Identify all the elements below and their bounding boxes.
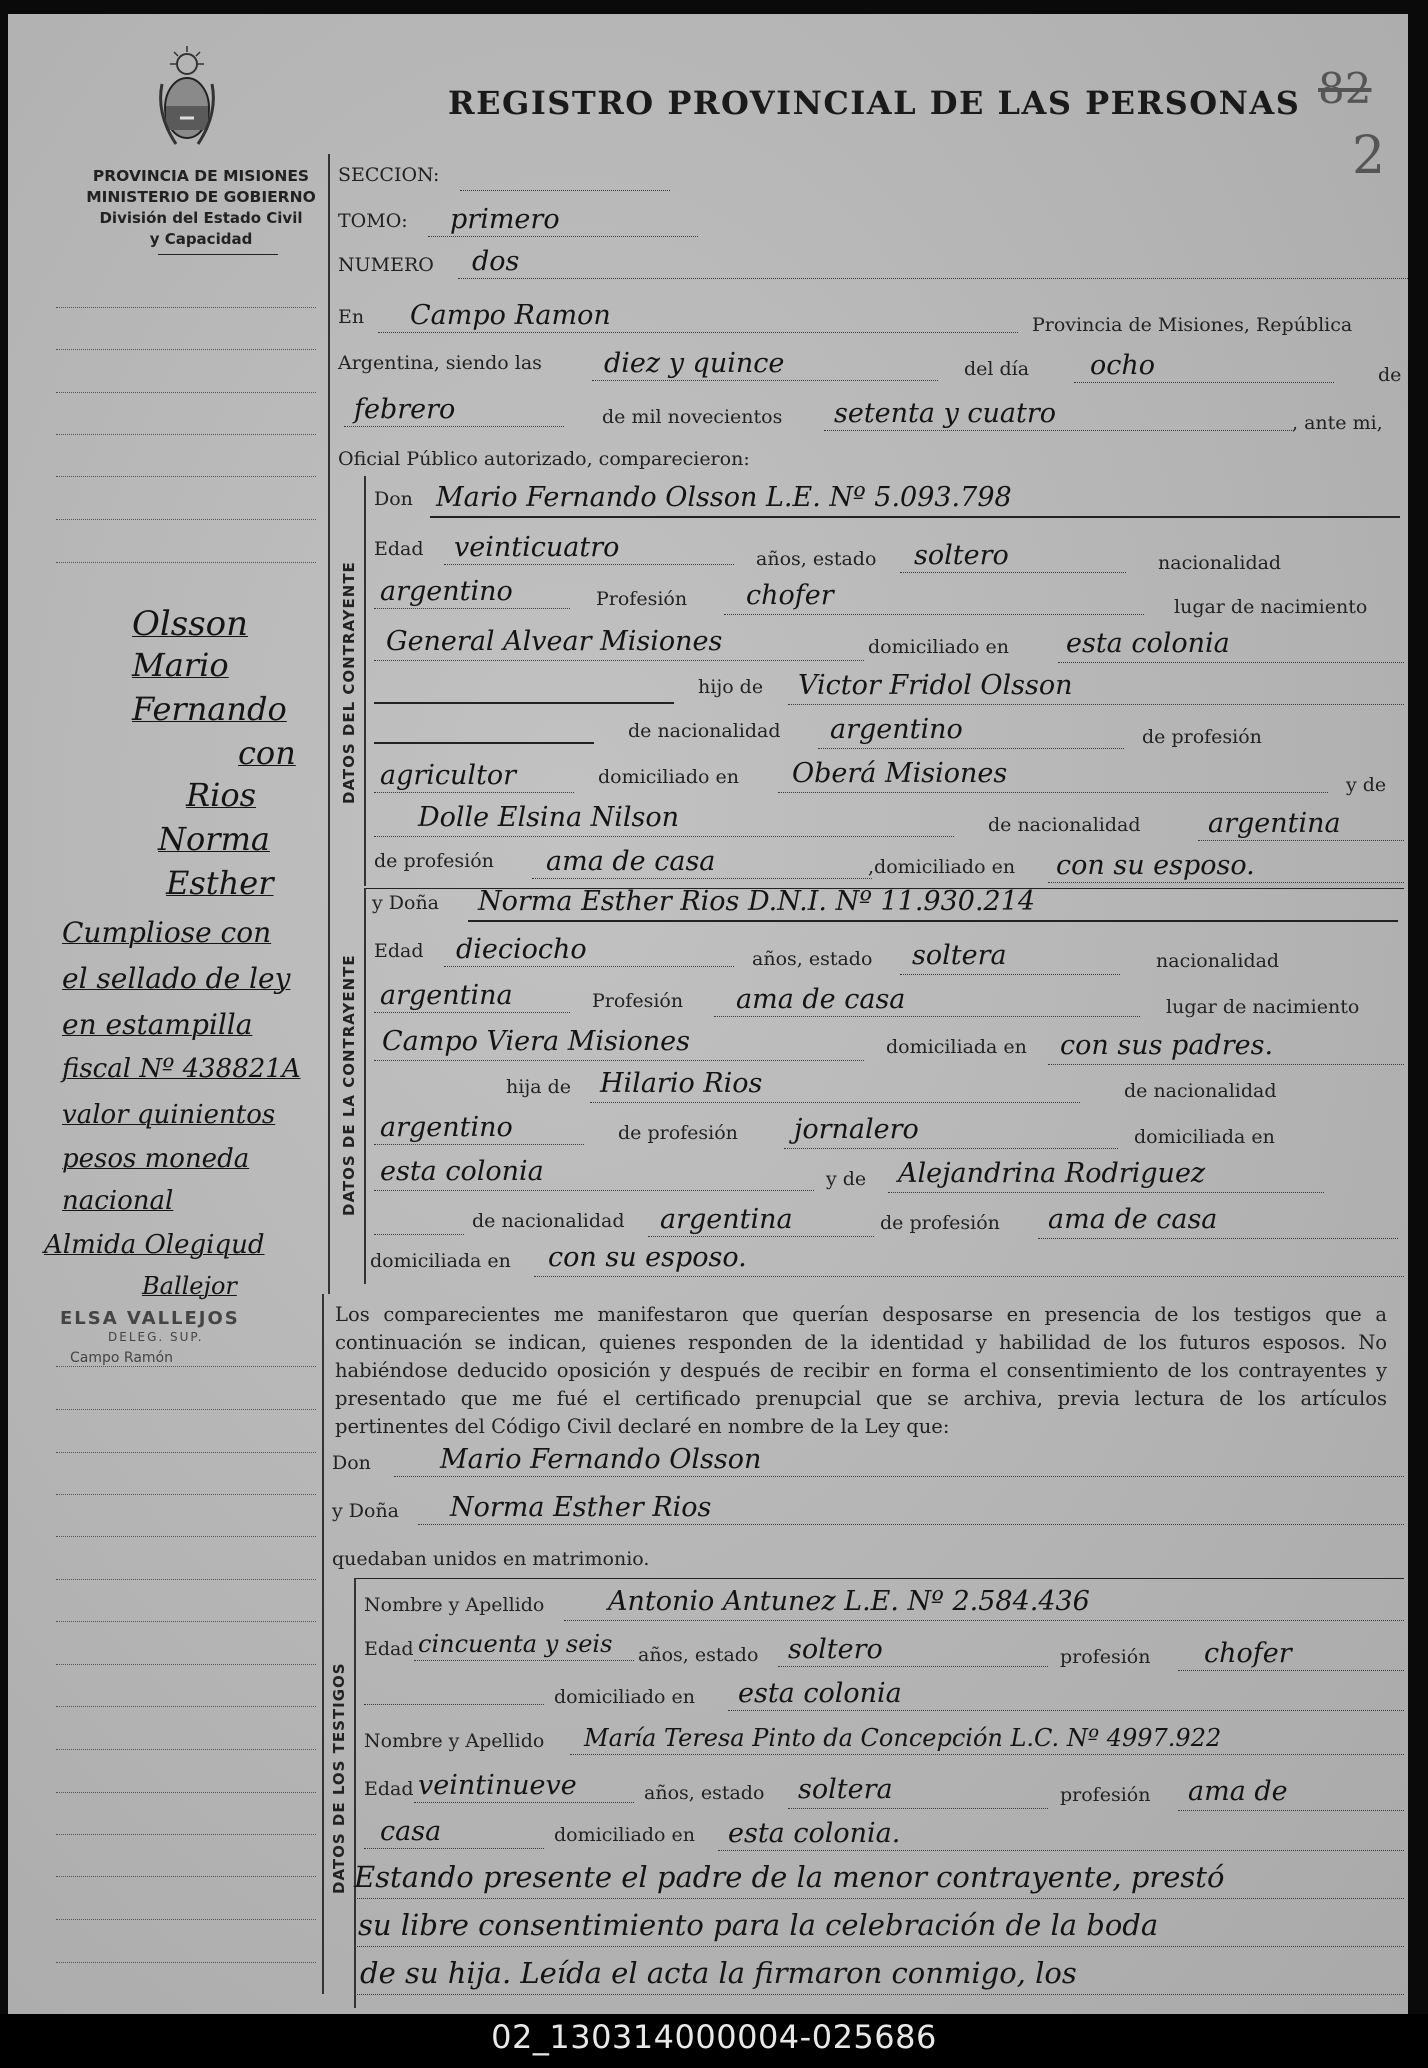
w1-estado-field — [778, 1666, 1048, 1667]
groom-mother-profession-field — [532, 878, 872, 879]
groom-mother-domicile: con su esposo. — [1056, 850, 1255, 881]
place-field — [378, 332, 1018, 333]
bride-age: dieciocho — [456, 934, 587, 965]
witness-side-label: DATOS DE LOS TESTIGOS — [330, 1662, 348, 1894]
groom-birthplace: General Alvear Misiones — [386, 626, 723, 657]
w1-edad-label: Edad — [364, 1638, 414, 1660]
w2-nombre-label: Nombre y Apellido — [364, 1730, 545, 1752]
groom-bracket — [364, 476, 366, 886]
en-label: En — [338, 306, 365, 328]
groom-profession: chofer — [746, 580, 834, 611]
margin-rule — [56, 519, 316, 520]
w2-domiciliado-label: domiciliado en — [554, 1824, 696, 1846]
bride-y-de-label: y de — [826, 1168, 867, 1190]
bride-father-nat-label: de nacionalidad — [1124, 1080, 1277, 1102]
groom-father-prof-label: de profesión — [1142, 726, 1262, 748]
year-value: setenta y cuatro — [834, 398, 1057, 429]
w1-domiciliado-label: domiciliado en — [554, 1686, 696, 1708]
institution-province: PROVINCIA DE MISIONES — [92, 167, 310, 185]
w2-profesion-label: profesión — [1060, 1784, 1151, 1806]
bride-blank-field — [374, 1234, 464, 1235]
groom-father-field — [788, 704, 1404, 705]
w2-domicile: esta colonia. — [728, 1818, 901, 1849]
institution-capacity: y Capacidad — [149, 230, 253, 248]
bride-mother-domicile: con su esposo. — [548, 1242, 747, 1273]
page-title: REGISTRO PROVINCIAL DE LAS PERSONAS — [448, 84, 1301, 122]
margin-rule — [56, 392, 316, 393]
stamp-name: ELSA VALLEJOS — [60, 1308, 240, 1329]
margin-rule — [56, 1621, 316, 1622]
page-number: 2 — [1352, 126, 1386, 186]
groom-mother: Dolle Elsina Nilson — [418, 802, 680, 833]
bride-father-field — [590, 1102, 1080, 1103]
de-mil-label: de mil novecientos — [602, 406, 783, 428]
declaration-groom-field — [394, 1476, 1404, 1477]
institution-ministry: MINISTERIO DE GOBIERNO — [86, 188, 316, 206]
w1-domicile: esta colonia — [738, 1678, 902, 1709]
groom-estado-field — [900, 572, 1126, 573]
w1-domicile-field — [728, 1710, 1404, 1711]
argentina-label: Argentina, siendo las — [338, 352, 542, 374]
bride-mother-profession: ama de casa — [1048, 1204, 1218, 1235]
groom-mother-profession: ama de casa — [546, 846, 716, 877]
groom-mother-nationality-field — [1198, 840, 1404, 841]
margin-rule — [56, 1409, 316, 1410]
scan-file-caption: 02_130314000004-025686 — [491, 2018, 937, 2056]
margin-rule — [56, 562, 316, 563]
witness-note-line: su libre consentimiento para la celebración de la boda — [358, 1908, 1159, 1942]
numero-value: dos — [472, 246, 520, 277]
margin-note-line: valor quinientos — [62, 1100, 276, 1130]
institution-division: División del Estado Civil — [99, 209, 303, 227]
margin-rule — [56, 1792, 316, 1793]
groom-nationality: argentino — [380, 576, 513, 607]
lower-vertical-rule — [322, 1294, 324, 1994]
month-field — [344, 426, 564, 427]
margin-note-line: fiscal Nº 438821A — [62, 1054, 301, 1084]
margin-note-line: con — [238, 734, 296, 772]
margin-rule — [56, 349, 316, 350]
groom-profesion-label: Profesión — [596, 588, 688, 610]
bride-domicile: con sus padres. — [1060, 1030, 1274, 1061]
witness-note-rule — [354, 1994, 1404, 1995]
w1-profesion-label: profesión — [1060, 1646, 1151, 1668]
declaration-bride: Norma Esther Rios — [450, 1492, 712, 1523]
de-label: de — [1378, 364, 1402, 386]
margin-note-line: pesos moneda — [62, 1144, 250, 1174]
bride-father-dom-label: domiciliada en — [1134, 1126, 1275, 1148]
groom-blank-line — [374, 702, 674, 704]
hour-value: diez y quince — [604, 348, 785, 379]
groom-birthplace-field — [374, 660, 864, 661]
stamp-role: DELEG. SUP. — [108, 1330, 204, 1344]
ante-mi-label: , ante mi, — [1292, 412, 1383, 434]
declaration-dona-label: y Doña — [332, 1500, 400, 1522]
margin-rule — [56, 307, 316, 308]
w1-nombre-label: Nombre y Apellido — [364, 1594, 545, 1616]
margin-rule — [56, 1834, 316, 1835]
w1-profession-field — [1178, 1670, 1404, 1671]
tomo-label: TOMO: — [338, 210, 408, 232]
bride-mother-nationality: argentina — [660, 1204, 793, 1235]
bride-nationality-field — [374, 1012, 570, 1013]
bride-lugar-label: lugar de nacimiento — [1166, 996, 1360, 1018]
w2-anos-label: años, estado — [644, 1782, 765, 1804]
groom-father: Victor Fridol Olsson — [798, 670, 1073, 701]
year-field — [824, 430, 1294, 431]
institution-block — [68, 166, 334, 250]
seccion-field — [460, 190, 670, 191]
w2-estado: soltera — [798, 1774, 893, 1805]
day-field — [1074, 382, 1334, 383]
margin-rule — [56, 1494, 316, 1495]
w2-domicile-field — [718, 1850, 1404, 1851]
w2-age-field — [414, 1802, 634, 1803]
margin-note-line: Rios — [186, 776, 257, 814]
coat-of-arms-icon — [156, 44, 218, 152]
bride-nacionalidad-label: nacionalidad — [1156, 950, 1280, 972]
w2-edad-label: Edad — [364, 1778, 414, 1800]
del-dia-label: del día — [964, 358, 1030, 380]
bride-mother-domicile-field — [534, 1276, 1404, 1277]
groom-father-domicile: Oberá Misiones — [792, 758, 1008, 789]
groom-nacionalidad-label: nacionalidad — [1158, 552, 1282, 574]
groom-hijo-label: hijo de — [698, 676, 764, 698]
margin-rule — [56, 1366, 316, 1367]
bride-age-field — [444, 966, 734, 967]
bride-edad-label: Edad — [374, 940, 424, 962]
margin-rule — [56, 1579, 316, 1580]
bride-father-nationality: argentino — [380, 1112, 513, 1143]
margin-note-line: Mario — [132, 646, 229, 684]
w2-profession: ama de — [1188, 1776, 1288, 1807]
witness-note-rule — [354, 1946, 1404, 1947]
stamp-place: Campo Ramón — [70, 1350, 173, 1366]
margin-rule — [56, 1664, 316, 1665]
w2-name: María Teresa Pinto da Concepción L.C. Nº 4997.922 — [584, 1724, 1222, 1752]
bride-father-nationality-field — [374, 1144, 584, 1145]
seccion-label: SECCION: — [338, 164, 440, 186]
groom-father-domicile-field — [778, 792, 1328, 793]
bride-father-domicile: esta colonia — [380, 1156, 544, 1187]
groom-father-nationality-field — [818, 748, 1124, 749]
month-value: febrero — [354, 394, 456, 425]
declaration-groom: Mario Fernando Olsson — [440, 1444, 762, 1475]
bride-mother-prof-label: de profesión — [880, 1212, 1000, 1234]
bride-birthplace-field — [374, 1060, 864, 1061]
margin-rule — [56, 434, 316, 435]
groom-profession-field — [724, 614, 1144, 615]
witness-divider — [354, 1578, 1404, 1579]
bride-father-profession-field — [784, 1148, 1118, 1149]
groom-father-nat-label: de nacionalidad — [628, 720, 781, 742]
groom-mother-nat-label: de nacionalidad — [988, 814, 1141, 836]
groom-father-profession-field — [374, 792, 574, 793]
struck-page-number: 82 — [1318, 64, 1372, 113]
numero-label: NUMERO — [338, 254, 434, 276]
groom-side-label: DATOS DEL CONTRAYENTE — [340, 561, 358, 804]
groom-estado: soltero — [914, 540, 1009, 571]
groom-age-field — [444, 564, 734, 565]
margin-rule — [56, 476, 316, 477]
w2-age: veintinueve — [418, 1770, 577, 1801]
margin-note-line: Fernando — [132, 690, 287, 728]
bride-mother-profession-field — [1038, 1238, 1398, 1239]
margin-rule — [56, 1962, 316, 1963]
w1-age-field — [414, 1660, 634, 1661]
groom-mother-domicile-field — [1048, 882, 1404, 883]
tomo-field — [428, 236, 698, 237]
margin-rule — [56, 1706, 316, 1707]
groom-father-dom-label: domiciliado en — [598, 766, 740, 788]
w1-name: Antonio Antunez L.E. Nº 2.584.436 — [608, 1586, 1090, 1617]
groom-name-underline — [430, 516, 1400, 518]
margin-note-line: en estampilla — [62, 1008, 253, 1041]
bride-father: Hilario Rios — [600, 1068, 763, 1099]
margin-rule — [56, 1452, 316, 1453]
groom-father-profession: agricultor — [380, 760, 517, 791]
margin-note-line: Olsson — [132, 604, 249, 644]
w2-estado-field — [788, 1808, 1048, 1809]
w1-profession: chofer — [1204, 1638, 1292, 1669]
declaration-bride-field — [418, 1524, 1404, 1525]
bride-profesion-label: Profesión — [592, 990, 684, 1012]
bride-mother-dom-label: domiciliada en — [370, 1250, 511, 1272]
bride-estado: soltera — [912, 940, 1007, 971]
witness-note-line: de su hija. Leída el acta la firmaron conmigo, los — [360, 1956, 1077, 1990]
declaration-text: Los comparecientes me manifestaron que querían desposarse en presencia de los testigos que a continuación se indican, quienes responden de la identidad y habilidad de los futuros esposos. No habiéndose deducido oposición y después de recibir en forma el consentimiento de los contrayentes y presentado que me fué el certificado prenupcial que se archiva, previa lectura de los artículos pertinentes del Código Civil declaré en nombre de la Ley que: — [335, 1303, 1387, 1438]
bride-birthplace: Campo Viera Misiones — [382, 1026, 690, 1057]
provincia-label: Provincia de Misiones, República — [1032, 314, 1353, 336]
bride-name-underline — [468, 920, 1398, 922]
margin-rule — [56, 1536, 316, 1537]
margin-note-signature: Ballejor — [142, 1272, 237, 1300]
groom-name: Mario Fernando Olsson L.E. Nº 5.093.798 — [436, 482, 1012, 513]
margin-rule — [56, 1876, 316, 1877]
groom-mother-dom-label: ,domiciliado en — [868, 856, 1016, 878]
groom-domicile-field — [1058, 662, 1404, 663]
bride-hija-label: hija de — [506, 1076, 571, 1098]
bride-side-label: DATOS DE LA CONTRAYENTE — [340, 954, 358, 1216]
bride-profession: ama de casa — [736, 984, 906, 1015]
bride-mother: Alejandrina Rodriguez — [898, 1158, 1206, 1189]
groom-mother-prof-label: de profesión — [374, 850, 494, 872]
margin-note-line: Norma — [158, 820, 270, 858]
bride-father-domicile-field — [374, 1190, 814, 1191]
margin-note-line: Esther — [166, 864, 274, 902]
day-value: ocho — [1090, 350, 1156, 381]
bride-bracket — [364, 888, 366, 1284]
bride-anos-label: años, estado — [752, 948, 873, 970]
groom-domicile: esta colonia — [1066, 628, 1230, 659]
bride-mother-nat-label: de nacionalidad — [472, 1210, 625, 1232]
groom-age: veinticuatro — [454, 532, 620, 563]
w1-estado: soltero — [788, 1634, 883, 1665]
w2-profession-cont: casa — [380, 1816, 442, 1847]
w2-profession-cont-field — [364, 1848, 544, 1849]
witness-note-line: Estando presente el padre de la menor contrayente, prestó — [354, 1860, 1225, 1894]
main-vertical-rule — [328, 154, 330, 1294]
margin-rule — [56, 1919, 316, 1920]
numero-field — [458, 278, 1408, 279]
bride-domicile-field — [1048, 1064, 1404, 1065]
bride-mother-nationality-field — [648, 1236, 874, 1237]
groom-nationality-field — [374, 608, 570, 609]
w1-age: cincuenta y seis — [418, 1630, 613, 1658]
groom-lugar-label: lugar de nacimiento — [1174, 596, 1368, 618]
groom-mother-nationality: argentina — [1208, 808, 1341, 839]
margin-note-line: Cumpliose con — [62, 916, 272, 949]
declaration-closing: quedaban unidos en matrimonio. — [332, 1548, 650, 1570]
witness-bracket — [354, 1578, 356, 2008]
declaration-don-label: Don — [332, 1452, 371, 1474]
bride-domiciliada-label: domiciliada en — [886, 1036, 1027, 1058]
bride-nationality: argentina — [380, 980, 513, 1011]
w2-name-field — [570, 1754, 1404, 1755]
margin-rule — [56, 1749, 316, 1750]
w2-profession-field — [1178, 1810, 1404, 1811]
groom-father-nationality: argentino — [830, 714, 963, 745]
bride-dona-label: y Doña — [372, 892, 440, 914]
groom-domiciliado-label: domiciliado en — [868, 636, 1010, 658]
bride-name: Norma Esther Rios D.N.I. Nº 11.930.214 — [478, 886, 1036, 917]
groom-edad-label: Edad — [374, 538, 424, 560]
place-value: Campo Ramon — [410, 300, 611, 331]
institution-underline — [158, 254, 278, 255]
groom-don-label: Don — [374, 488, 413, 510]
hour-field — [592, 380, 938, 381]
bride-father-prof-label: de profesión — [618, 1122, 738, 1144]
bride-mother-field — [888, 1192, 1324, 1193]
groom-y-de-label: y de — [1346, 774, 1387, 796]
groom-mother-field — [374, 836, 954, 837]
witness-note-rule — [354, 1898, 1404, 1899]
bride-profession-field — [714, 1016, 1140, 1017]
groom-blank-line-2 — [374, 742, 594, 744]
margin-note-line: el sellado de ley — [62, 962, 291, 995]
tomo-value: primero — [450, 204, 560, 235]
w1-name-field — [564, 1620, 1404, 1621]
w1-blank-field — [364, 1704, 544, 1705]
margin-note-signature: Almida Olegiqud — [44, 1230, 265, 1260]
w1-anos-label: años, estado — [638, 1644, 759, 1666]
document-page — [8, 14, 1408, 2014]
oficial-label: Oficial Público autorizado, comparecieron: — [338, 448, 750, 470]
groom-anos-label: años, estado — [756, 548, 877, 570]
bride-father-profession: jornalero — [794, 1114, 919, 1145]
bride-estado-field — [900, 974, 1120, 975]
margin-note-line: nacional — [62, 1186, 174, 1216]
